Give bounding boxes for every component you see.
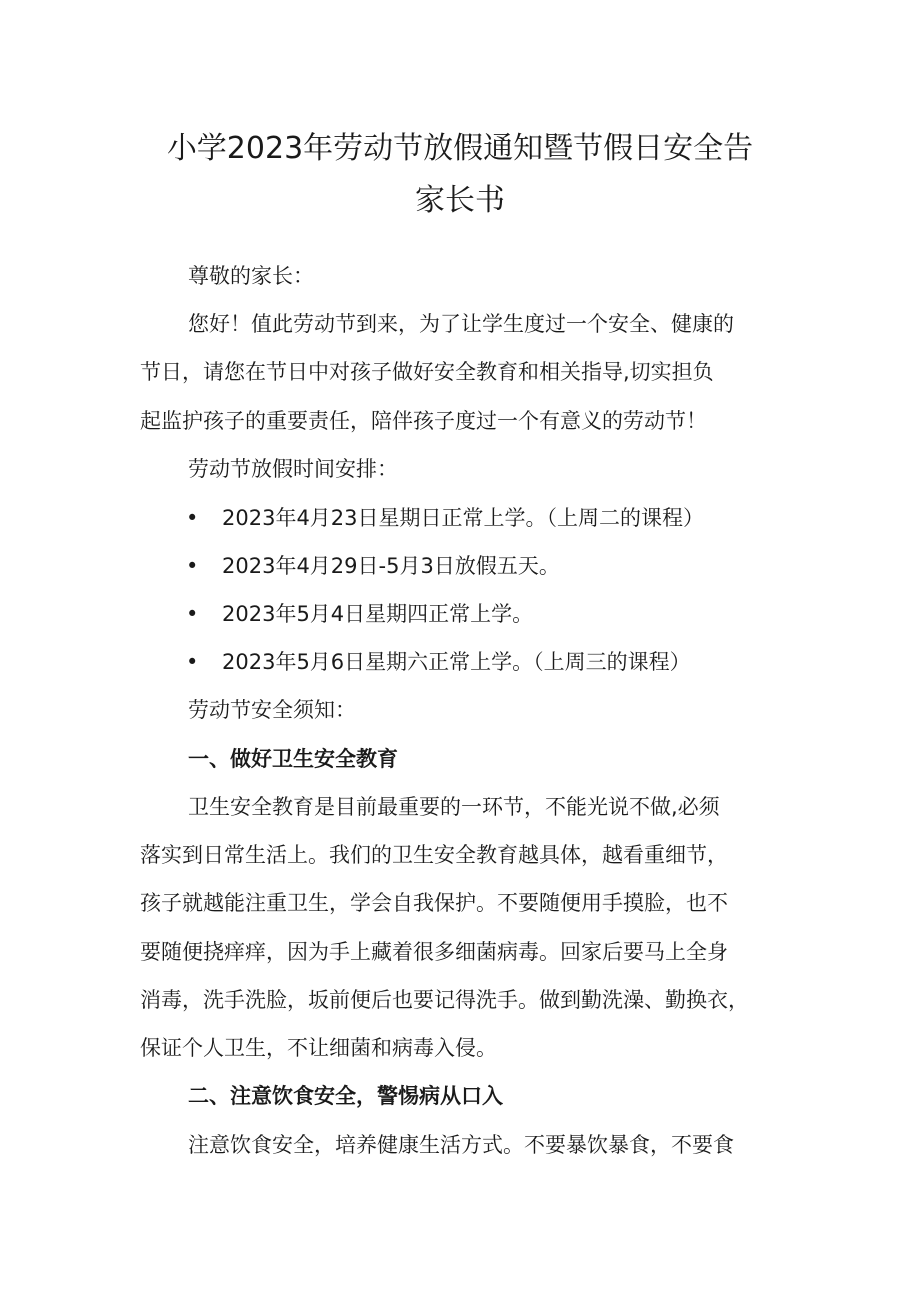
- schedule-item-text: 2023年4月29日-5月3日放假五天。: [222, 554, 560, 578]
- intro-line-3: 起监护孩子的重要责任，陪伴孩子度过一个有意义的劳动节！: [140, 409, 707, 433]
- schedule-item: [186, 647, 806, 677]
- section-1-line: 卫生安全教育是目前最重要的一环节，不能光说不做,必须: [188, 795, 720, 819]
- section-2-heading: 二、注意饮食安全，警惕病从口入: [188, 1084, 503, 1108]
- schedule-item-text: 2023年4月23日星期日正常上学。（上周二的课程）: [222, 506, 705, 530]
- schedule-item-text: 2023年5月4日星期四正常上学。: [222, 602, 534, 626]
- section-2-line: 注意饮食安全，培养健康生活方式。不要暴饮暴食，不要食: [188, 1133, 734, 1157]
- document-title-line-1: 小学2023年劳动节放假通知暨节假日安全告: [166, 131, 754, 166]
- bullet-icon: •: [186, 650, 199, 674]
- bullet-icon: •: [186, 506, 199, 530]
- schedule-item: [186, 551, 806, 581]
- section-1-line: 要随便挠痒痒，因为手上藏着很多细菌病毒。回家后要马上全身: [140, 940, 728, 964]
- safety-heading: 劳动节安全须知：: [188, 698, 356, 722]
- document-title-line-2: 家长书: [415, 183, 505, 218]
- bullet-icon: •: [186, 554, 199, 578]
- section-1-line: 保证个人卫生，不让细菌和病毒入侵。: [140, 1036, 497, 1060]
- bullet-icon: •: [186, 602, 199, 626]
- intro-line-2: 节日，请您在节日中对孩子做好安全教育和相关指导,切实担负: [140, 360, 714, 384]
- schedule-item-text: 2023年5月6日星期六正常上学。（上周三的课程）: [222, 650, 691, 674]
- salutation: 尊敬的家长：: [188, 264, 314, 288]
- intro-line-1: 您好！值此劳动节到来，为了让学生度过一个安全、健康的: [188, 312, 734, 336]
- section-1-line: 孩子就越能注重卫生，学会自我保护。不要随便用手摸脸，也不: [140, 891, 728, 915]
- schedule-heading: 劳动节放假时间安排：: [188, 457, 398, 481]
- section-1-line: 落实到日常生活上。我们的卫生安全教育越具体，越看重细节，: [140, 843, 728, 867]
- section-1-line: 消毒，洗手洗脸，坂前便后也要记得洗手。做到勤洗澡、勤换衣，: [140, 988, 749, 1012]
- schedule-item: [186, 503, 806, 533]
- schedule-item: [186, 599, 806, 629]
- section-1-heading: 一、做好卫生安全教育: [188, 747, 398, 771]
